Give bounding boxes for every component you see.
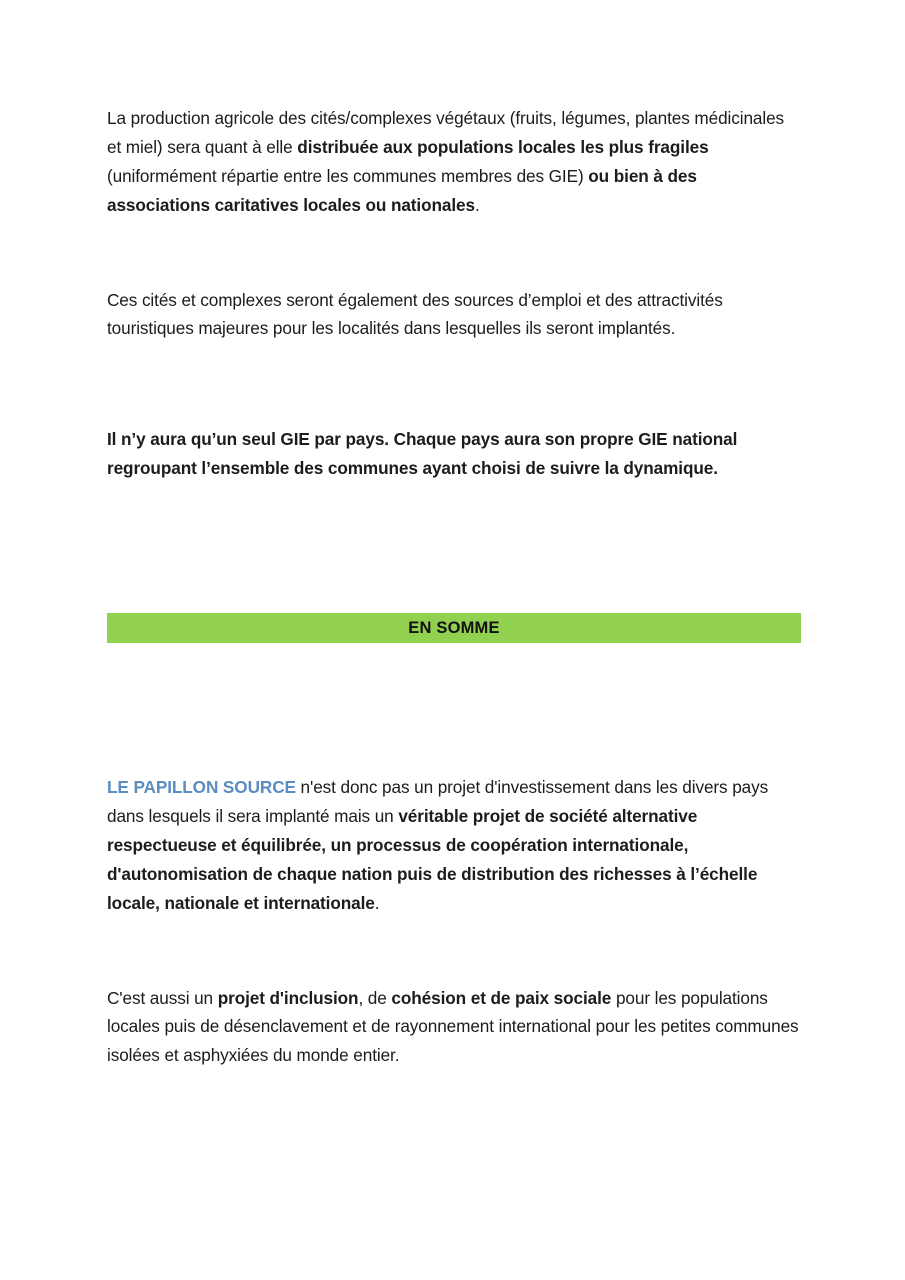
spacer <box>107 220 799 286</box>
paragraph-inclusion-peace <box>107 984 799 1071</box>
spacer <box>107 643 799 725</box>
brand-name: LE PAPILLON SOURCE <box>107 777 296 798</box>
text-run: . <box>374 892 380 913</box>
text-run: , de <box>358 987 392 1008</box>
text-run: pour les populations locales puis de désenclavement et de rayonnement international pour les petites communes isolées et asphyxiées du monde entier. <box>107 987 799 1066</box>
text-run: Il n’y aura qu’un seul GIE par pays. Chaque pays aura son propre GIE national regroupant l’ensemble des communes ayant choisi de suivre la dynamique. <box>107 429 738 479</box>
spacer <box>107 343 799 425</box>
text-run: C'est aussi un <box>107 987 218 1008</box>
paragraph-employment-tourism <box>107 286 799 344</box>
text-run: véritable projet de société alternative respectueuse et équilibrée, un processus de coopération internationale, d'autonomisation de chaque nation puis de distribution des richesses à l’échelle locale, nationale et internationale <box>107 806 758 913</box>
text-run: ou bien à des associations caritatives locales ou nationales <box>107 165 697 215</box>
text-run: (uniformément répartie entre les communes membres des GIE) <box>107 165 589 186</box>
text-run: La production agricole des cités/complexes végétaux (fruits, légumes, plantes médicinales et miel) sera quant à elle <box>107 108 785 157</box>
text-run: n'est donc pas un projet d'investissement dans les divers pays dans lesquels il sera implanté mais un <box>107 777 769 827</box>
text-run: . <box>474 194 480 215</box>
section-banner-en-somme: EN SOMME <box>107 613 801 643</box>
spacer <box>107 565 799 613</box>
text-run: projet d'inclusion <box>217 987 359 1008</box>
document-body <box>107 104 799 1070</box>
text-run: distribuée aux populations locales les plus fragiles <box>297 136 709 157</box>
spacer <box>107 483 799 565</box>
text-run: cohésion et de paix sociale <box>391 987 612 1008</box>
paragraph-agricultural-production <box>107 104 799 220</box>
spacer <box>107 725 799 773</box>
paragraph-papillon-source <box>107 773 799 917</box>
spacer <box>107 918 799 984</box>
text-run: Ces cités et complexes seront également des sources d’emploi et des attractivités touristiques majeures pour les localités dans lesquelles ils seront implantés. <box>107 289 723 339</box>
paragraph-one-gie-per-country <box>107 425 799 483</box>
